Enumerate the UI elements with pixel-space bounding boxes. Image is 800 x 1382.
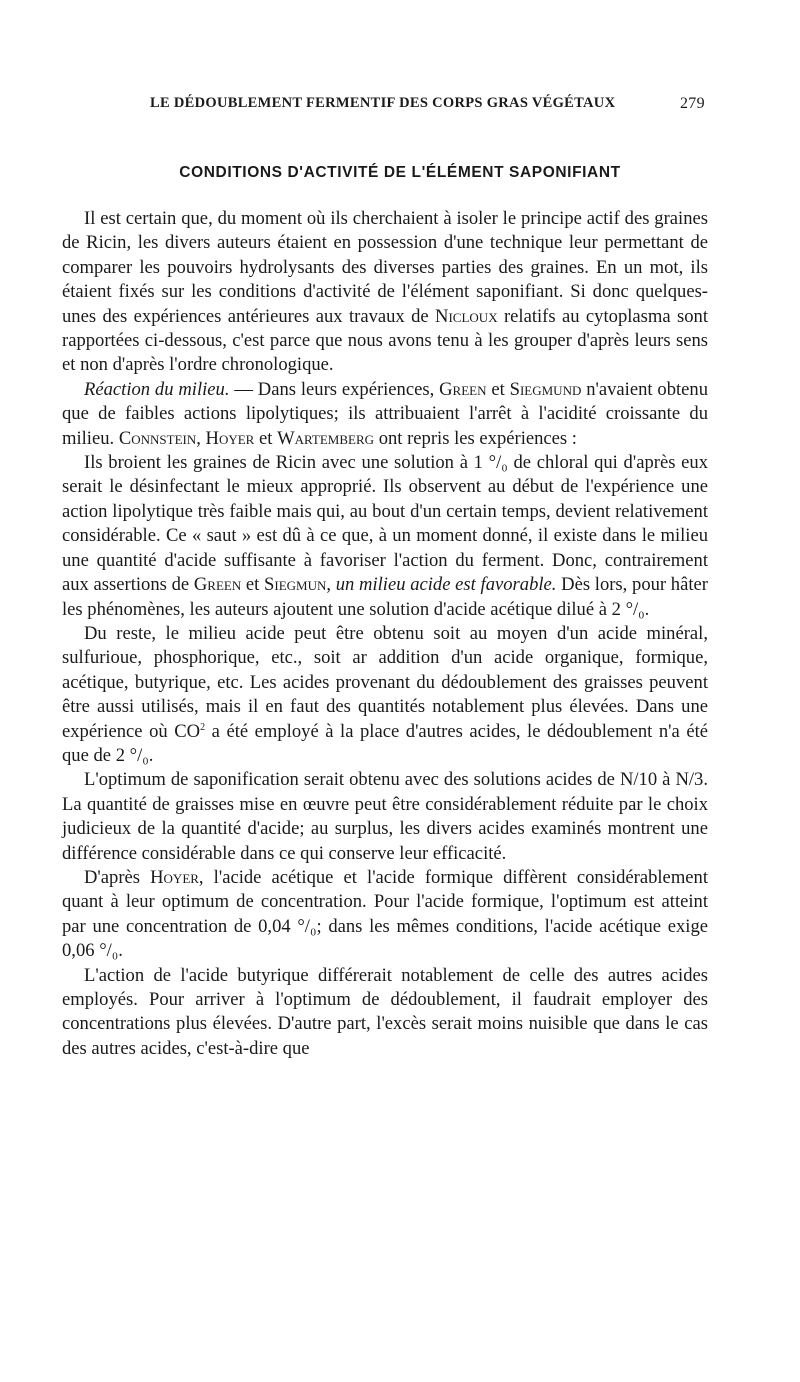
- paragraph-text: a été employé à la place d'autres acides, le dédoublement n'a été que de 2 °/₀.: [62, 720, 709, 766]
- paragraph-7: [62, 964, 708, 1062]
- paragraph-text: Du reste, le milieu acide peut être obtenu soit au moyen d'un acide minéral, sulfurioue, phosphorique, etc., soit ar addition d'un acide organique, formique, acétique, butyrique, etc. Les acides provenant du dédoublement des graisses peuvent être aussi utilisés, mais il en faut des quantités notablement plus élevées. Dans une expérience où: [62, 622, 708, 742]
- paragraph-5: [62, 768, 708, 866]
- chemical-formula: [174, 721, 205, 742]
- formula-superscript: 2: [200, 721, 206, 733]
- paragraph-text: l'acide acétique et l'acide formique diffèrent considérablement quant à leur optimum de concentration. Pour l'acide formique, l'optimum est atteint par une concentration de 0,04 °/₀; dans les mêmes conditions, l'acide acétique exige 0,06 °/₀.: [62, 866, 708, 962]
- paragraph-3: [62, 451, 708, 622]
- author-name: Hoyer: [205, 427, 255, 449]
- paragraph-2: [62, 378, 708, 451]
- author-name: Green: [439, 378, 487, 400]
- paragraph-text: Il est certain que, du moment où ils cherchaient à isoler le principe actif des graines de Ricin, les divers auteurs étaient en possession d'une technique leur permettant de comparer les pouvoirs hydrolysants des diverses parties des graines. En un mot, ils étaient fixés sur les conditions d'activité de l'élément saponifiant. Si donc quelques-unes des expériences antérieures aux travaux de: [62, 208, 708, 327]
- paragraph-text: D'après: [84, 866, 141, 888]
- running-title: LE DÉDOUBLEMENT FERMENTIF DES CORPS GRAS VÉGÉTAUX: [150, 95, 616, 111]
- paragraph-1: [62, 207, 708, 378]
- paragraph-text: et: [245, 574, 260, 596]
- paragraph-text: L'action de l'acide butyrique différerait notablement de celle des autres acides employés. Pour arriver à l'optimum de dédoublement, il faudrait employer des concentrations plus élevées. D'autre part, l'excès serait moins nuisible que dans le cas des autres acides, c'est-à-dire que: [62, 964, 708, 1059]
- author-name: Hoyer,: [150, 866, 204, 888]
- formula-base: CO: [174, 720, 201, 742]
- author-name: Green: [193, 574, 242, 596]
- paragraph-text: ont repris les expériences :: [378, 427, 577, 449]
- author-name: Siegmun,: [264, 574, 332, 596]
- paragraph-4: [62, 622, 708, 768]
- paragraph-text: et: [259, 427, 273, 449]
- paragraph-text: Ils broient les graines de Ricin avec une solution à 1 °/₀ de chloral qui d'après eux serait le désinfectant le mieux approprié. Ils observent au début de l'expérience une action lipolytique très faible mais qui, au bout d'un certain temps, devient relativement considérable. Ce « saut » est dû à ce que, à un moment donné, il existe dans le milieu une quantité d'acide suffisante à favoriser l'action du ferment. Donc, contrairement aux assertions de: [62, 452, 708, 596]
- author-name: Siegmund: [509, 378, 582, 400]
- body-text: [62, 207, 708, 1061]
- author-name: Wartemberg: [277, 427, 375, 449]
- author-name: Connstein,: [118, 427, 201, 449]
- paragraph-heading: Réaction du milieu.: [84, 378, 230, 400]
- section-title: CONDITIONS D'ACTIVITÉ DE L'ÉLÉMENT SAPONIFIANT: [179, 164, 621, 181]
- page-number: 279: [680, 95, 705, 112]
- paragraph-text: n'avaient obtenu que de faibles actions lipolytiques; ils attribuaient l'arrêt à l'acidité croissante du milieu.: [62, 378, 709, 449]
- paragraph-text: — Dans leurs expériences,: [234, 378, 435, 400]
- italic-phrase: un milieu acide est favorable.: [335, 574, 557, 596]
- running-header: [0, 95, 800, 119]
- paragraph-text: L'optimum de saponification serait obtenu avec des solutions acides de N/10 à N/3. La quantité de graisses mise en œuvre peut être considérablement réduite par le choix judicieux de la quantité d'acide; au surplus, les divers acides examinés montrent une différence considérable dans ce qui conserve leur efficacité.: [62, 769, 708, 864]
- paragraph-6: [62, 866, 708, 964]
- paragraph-text: Dès lors, pour hâter les phénomènes, les auteurs ajoutent une solution d'acide acétique dilué à 2 °/₀.: [62, 574, 708, 620]
- paragraph-text: et: [491, 378, 505, 400]
- paragraph-text: relatifs au cytoplasma sont rapportées ci-dessous, c'est parce que nous avons tenu à les grouper d'après leurs sens et non d'après l'ordre chronologique.: [62, 305, 708, 376]
- author-name: Nicloux: [435, 305, 498, 327]
